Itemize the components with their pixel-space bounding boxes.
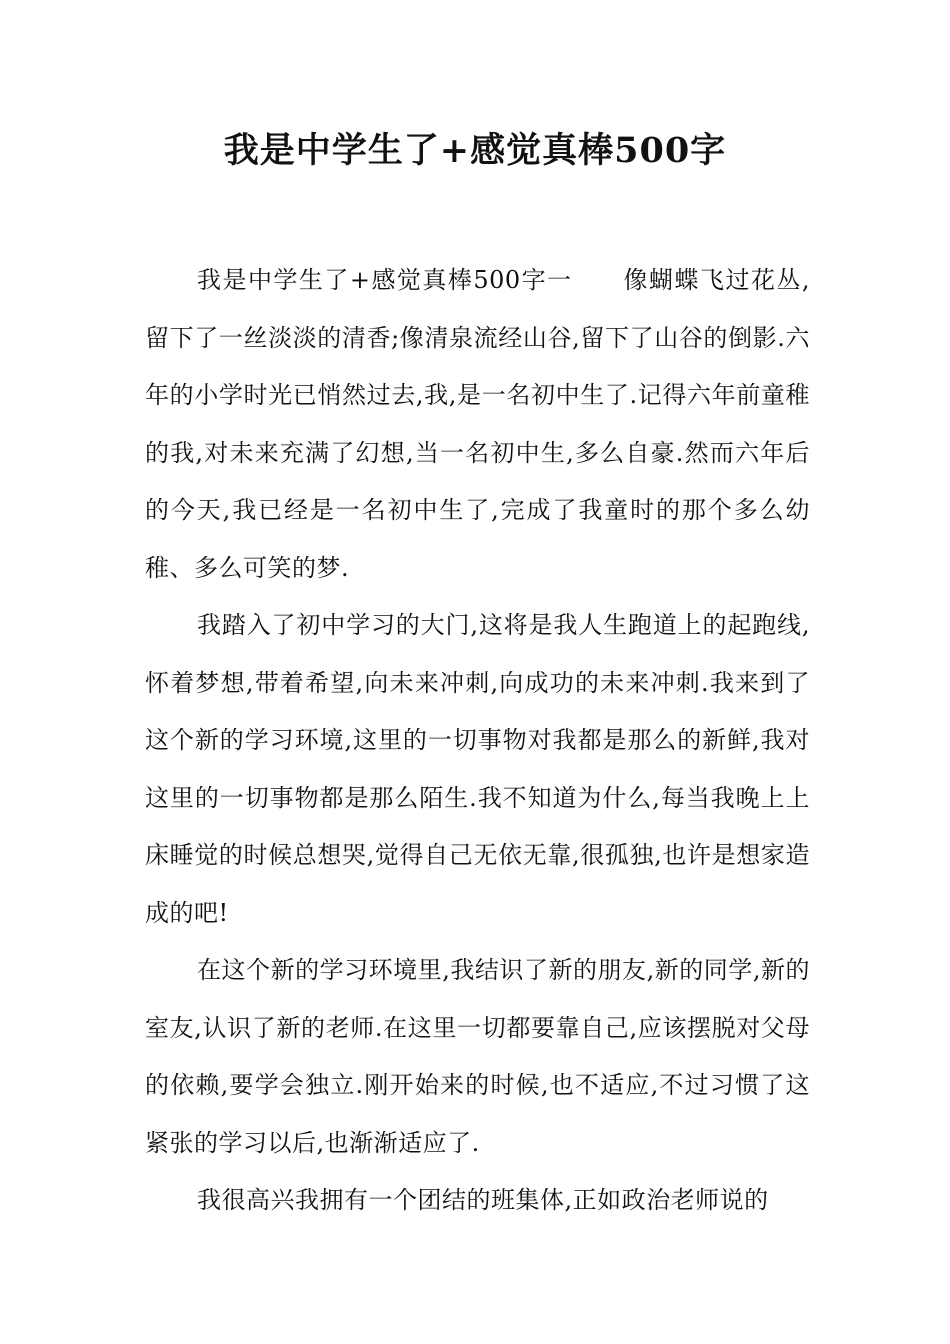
paragraph-2: 我踏入了初中学习的大门,这将是我人生跑道上的起跑线,怀着梦想,带着希望,向未来冲刺,向成功的未来冲刺.我来到了这个新的学习环境,这里的一切事物对我都是那么的新鲜,我对这里的一切事物都是那么陌生.我不知道为什么,每当我晚上上床睡觉的时候总想哭,觉得自己无依无靠,很孤独,也许是想家造成的吧! bbox=[145, 611, 810, 927]
document-title: 我是中学生了+感觉真棒500字 bbox=[223, 130, 727, 171]
paragraph-3: 在这个新的学习环境里,我结识了新的朋友,新的同学,新的室友,认识了新的老师.在这里一切都要靠自己,应该摆脱对父母的依赖,要学会独立.刚开始来的时候,也不适应,不过习惯了这紧张的学习以后,也渐渐适应了. bbox=[145, 956, 810, 1157]
paragraph-1: 我是中学生了+感觉真棒500字一 像蝴蝶飞过花丛,留下了一丝淡淡的清香;像清泉流经山谷,留下了山谷的倒影.六年的小学时光已悄然过去,我,是一名初中生了.记得六年前童稚的我,对未来充满了幻想,当一名初中生,多么自豪.然而六年后的今天,我已经是一名初中生了,完成了我童时的那个多么幼稚、多么可笑的梦. bbox=[145, 266, 810, 582]
paragraph-4: 我很高兴我拥有一个团结的班集体,正如政治老师说的 bbox=[197, 1186, 769, 1214]
document-body bbox=[145, 252, 810, 1230]
